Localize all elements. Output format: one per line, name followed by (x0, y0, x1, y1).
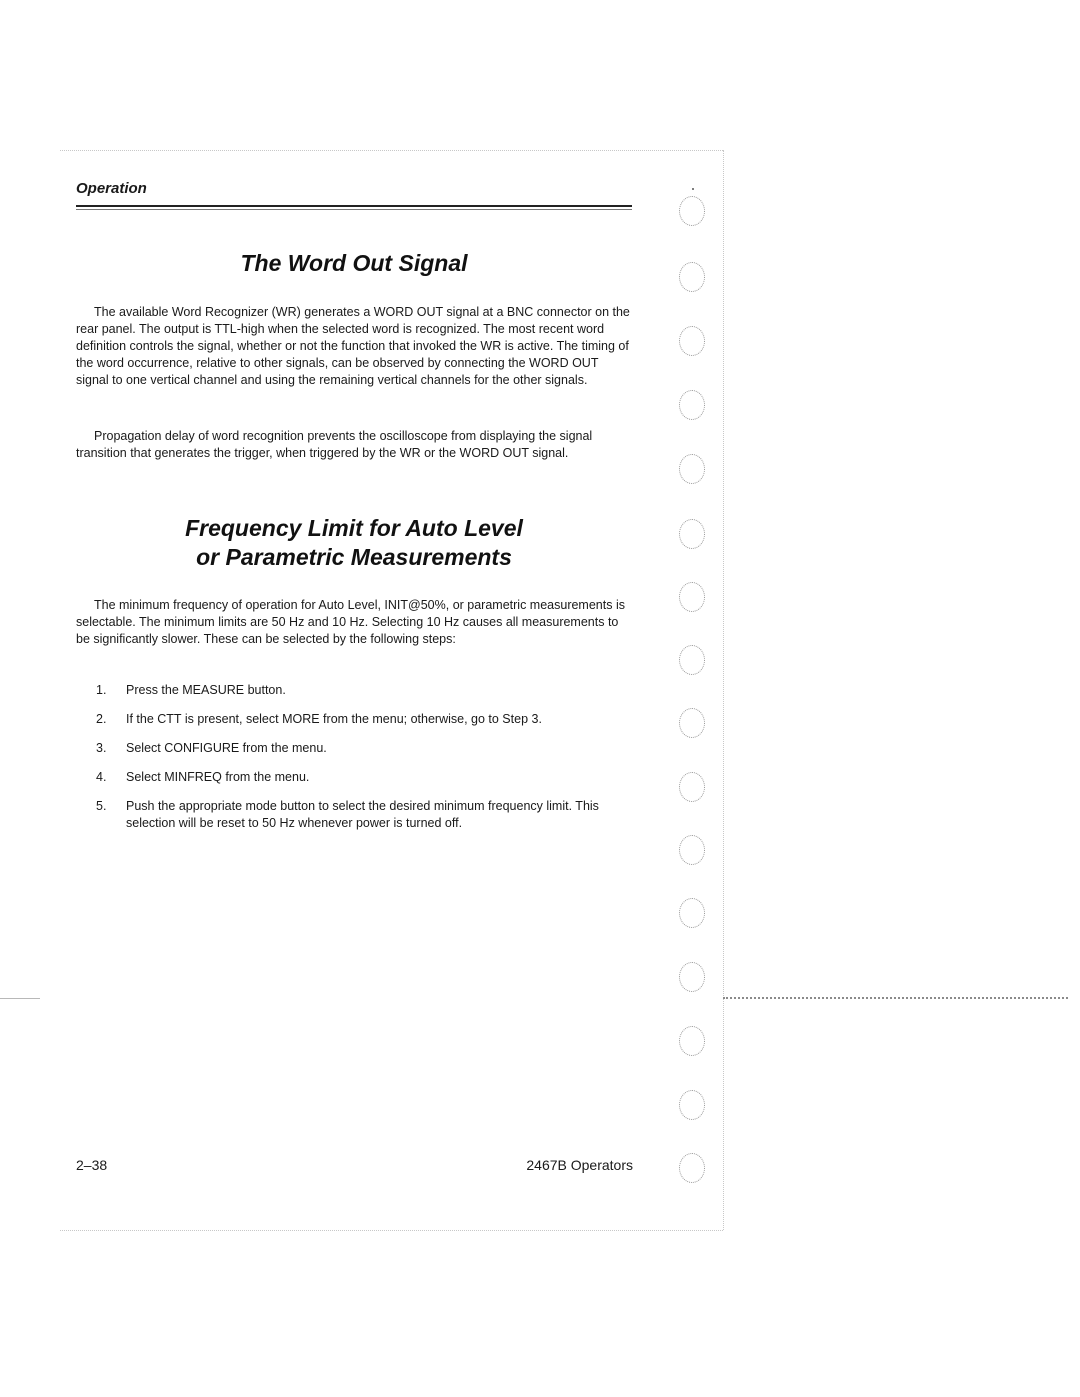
list-item (96, 769, 616, 786)
procedure-steps (96, 682, 616, 844)
step-number: 4. (96, 770, 107, 784)
paragraph-word-out-1: The available Word Recognizer (WR) generates a WORD OUT signal at a BNC connector on the rear panel. The output is TTL-high when the selected word is recognized. The most recent word definition controls the signal, whether or not the function that invoked the WR is active. The timing of the word occurrence, relative to other signals, can be observed by connecting the WORD OUT signal to one vertical channel and using the remaining vertical channels for the other signals. (76, 305, 630, 387)
binder-hole (679, 1153, 705, 1183)
title-line-1: Frequency Limit for Auto Level (185, 515, 523, 541)
section-title-frequency-limit (76, 514, 632, 572)
step-text: If the CTT is present, select MORE from the menu; otherwise, go to Step 3. (126, 712, 542, 726)
list-item (96, 740, 616, 757)
running-header: Operation (76, 180, 147, 197)
binder-hole (679, 196, 705, 226)
top-page-edge (60, 150, 723, 151)
step-text: Select CONFIGURE from the menu. (126, 741, 327, 755)
binder-hole (679, 962, 705, 992)
scan-artifact-stub (0, 998, 40, 999)
bottom-page-edge (60, 1230, 723, 1231)
step-text: Press the MEASURE button. (126, 683, 286, 697)
binder-hole (679, 262, 705, 292)
binder-hole (679, 390, 705, 420)
page-number: 2–38 (76, 1157, 108, 1173)
title-line-2: or Parametric Measurements (196, 544, 512, 570)
scan-speck (692, 188, 694, 190)
binder-hole (679, 835, 705, 865)
list-item (96, 711, 616, 728)
list-item (96, 798, 616, 832)
binder-hole (679, 708, 705, 738)
step-text: Select MINFREQ from the menu. (126, 770, 310, 784)
paragraph-frequency-limit: The minimum frequency of operation for Auto Level, INIT@50%, or parametric measurements is selectable. The minimum limits are 50 Hz and 10 Hz. Selecting 10 Hz causes all measurements to be significantly slower. These can be selected by the following steps: (76, 598, 625, 646)
binder-hole (679, 582, 705, 612)
binder-hole (679, 1090, 705, 1120)
binder-hole (679, 645, 705, 675)
binder-hole (679, 772, 705, 802)
binder-hole (679, 519, 705, 549)
step-number: 3. (96, 741, 107, 755)
binder-hole (679, 1026, 705, 1056)
list-item (96, 682, 616, 699)
binder-hole (679, 898, 705, 928)
scan-artifact-line (723, 997, 1068, 999)
step-number: 2. (96, 712, 107, 726)
manual-name: 2467B Operators (526, 1157, 633, 1173)
binder-hole (679, 326, 705, 356)
step-text: Push the appropriate mode button to select the desired minimum frequency limit. This selection will be reset to 50 Hz whenever power is turned off. (126, 799, 599, 830)
paragraph-word-out-2: Propagation delay of word recognition prevents the oscilloscope from displaying the signal transition that generates the trigger, when triggered by the WR or the WORD OUT signal. (76, 429, 593, 460)
section-title-word-out: The Word Out Signal (240, 250, 468, 276)
step-number: 1. (96, 683, 107, 697)
header-rule-thin (76, 209, 632, 210)
header-rule (76, 205, 632, 207)
binder-hole (679, 454, 705, 484)
right-page-edge (723, 150, 724, 1230)
step-number: 5. (96, 799, 107, 813)
